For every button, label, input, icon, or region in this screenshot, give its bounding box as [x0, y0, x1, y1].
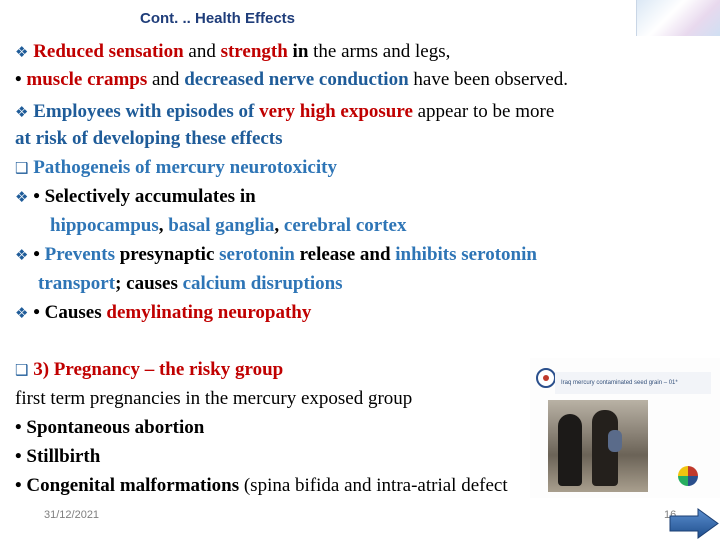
text-decreased-nerve-conduction: decreased nerve conduction	[184, 69, 409, 90]
photo-image	[548, 400, 648, 492]
text-very-high-exposure: very high exposure	[259, 101, 413, 122]
text-muscle-cramps: muscle cramps	[26, 69, 148, 90]
figure-woman-left	[558, 414, 582, 486]
text-comma: ,	[274, 215, 284, 236]
square-bullet-icon: ❑	[15, 361, 29, 379]
line-11	[15, 358, 283, 382]
diamond-bullet-icon: ❖	[15, 304, 29, 322]
line-13: • Spontaneous abortion	[15, 417, 205, 438]
text-serotonin: serotonin	[219, 244, 295, 265]
text-arms-legs: the arms and legs,	[308, 41, 451, 62]
text-spina-bifida: (spina bifida and intra-atrial defect	[239, 475, 508, 496]
text-prevents: Prevents	[44, 244, 115, 265]
text-hippocampus: hippocampus	[50, 215, 159, 236]
figure-child	[608, 430, 622, 452]
next-slide-arrow-icon[interactable]	[668, 507, 720, 540]
line-14: • Stillbirth	[15, 446, 101, 467]
diamond-bullet-icon: ❖	[15, 43, 29, 61]
organization-seal-icon	[536, 368, 556, 388]
text-and: and	[183, 41, 221, 62]
line-10	[15, 301, 311, 325]
text-reduced-sensation: Reduced sensation	[33, 41, 184, 62]
text-in: in	[287, 41, 309, 62]
text-inhibits-serotonin: inhibits serotonin	[395, 244, 537, 265]
dot-bullet: •	[15, 69, 27, 90]
text-congenital-malformations: • Congenital malformations	[15, 475, 240, 496]
photo-caption: Iraq mercury contaminated seed grain – 01*	[555, 372, 711, 394]
dot-bullet: •	[33, 244, 45, 265]
text-comma: ,	[158, 215, 169, 236]
line-3	[15, 100, 554, 124]
text-employees: Employees with episodes of	[33, 101, 260, 122]
line-5	[15, 156, 337, 180]
square-bullet-icon: ❑	[15, 159, 29, 177]
text-causes: • Causes	[33, 302, 107, 323]
text-basal-ganglia: basal ganglia	[168, 215, 275, 236]
text-calcium-disruptions: calcium disruptions	[182, 273, 343, 294]
text-strength: strength	[220, 41, 288, 62]
line-7	[50, 214, 406, 238]
diamond-bullet-icon: ❖	[15, 188, 29, 206]
text-and: and	[147, 69, 185, 90]
line-9	[38, 272, 343, 296]
text-presynaptic: presynaptic	[114, 244, 220, 265]
text-observed: have been observed.	[408, 69, 568, 90]
iraq-mercury-photo	[530, 358, 720, 498]
text-selectively-accumulates: • Selectively accumulates in	[33, 186, 256, 207]
text-release-and: release and	[294, 244, 396, 265]
line-2	[15, 68, 568, 92]
text-demylinating-neuropathy: demylinating neuropathy	[106, 302, 312, 323]
text-pregnancy-risky-group: 3) Pregnancy – the risky group	[33, 359, 284, 380]
line-8	[15, 243, 537, 267]
text-cerebral-cortex: cerebral cortex	[283, 215, 407, 236]
line-4: at risk of developing these effects	[15, 128, 283, 149]
line-15	[15, 474, 508, 498]
line-12: first term pregnancies in the mercury exposed group	[15, 388, 413, 409]
text-causes: ; causes	[115, 273, 183, 294]
footer-date: 31/12/2021	[44, 509, 100, 521]
diamond-bullet-icon: ❖	[15, 246, 29, 264]
text-pathogenesis: Pathogeneis of mercury neurotoxicity	[33, 157, 337, 178]
line-1	[15, 40, 450, 64]
line-6	[15, 185, 256, 209]
logo-icon	[678, 466, 698, 486]
diamond-bullet-icon: ❖	[15, 103, 29, 121]
page-number: 16	[664, 509, 677, 521]
text-transport: transport	[38, 273, 116, 294]
corner-decoration-image	[636, 0, 720, 36]
text-appear-more: appear to be more	[412, 101, 555, 122]
slide-title: Cont. .. Health Effects	[140, 10, 296, 27]
